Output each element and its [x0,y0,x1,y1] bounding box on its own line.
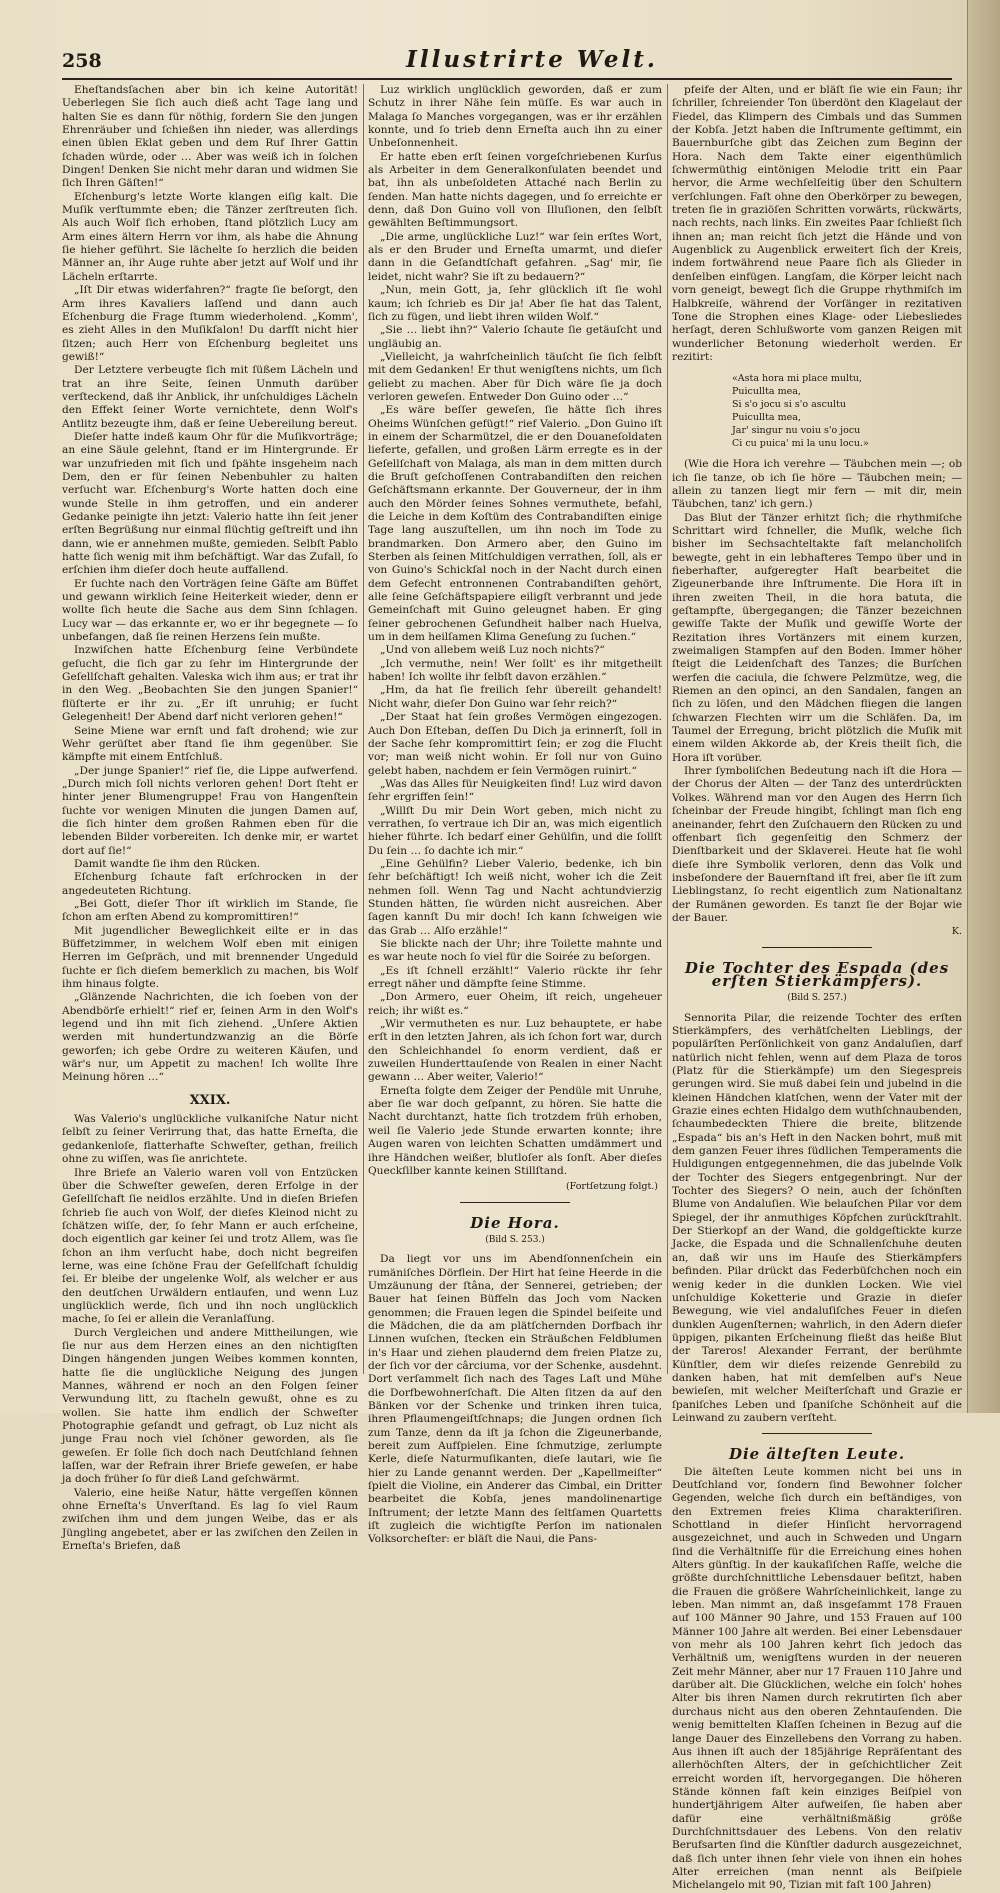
paragraph: „Eine Gehülfin? Lieber Valerio, bedenke, ich bin ſehr beſchäftigt! Ich weiß nicht, woher ich die Zeit nehmen ſoll. Wenn Tag und Nacht achtundvierzig Stunden hätten, ſie würden nicht ausreichen. Aber ſagen kannſt Du mir doch! Ich kann ſchweigen wie das Grab … Alſo erzähle!“ [368,857,662,937]
paragraph: „Bei Gott, dieſer Thor iſt wirklich im Stande, ſie ſchon am erſten Abend zu kompromittiren!“ [62,897,358,924]
section-separator [762,947,872,948]
paragraph: „Iſt Dir etwas widerfahren?“ fragte ſie beſorgt, den Arm ihres Kavaliers laſſend und dann auch Eſchenburg die Frage ſtumm wiederholend. „Komm', es zieht Alles in den Muſikſalon! Du darfſt nicht hier ſitzen; auch Herr von Eſchenburg begleitet uns gewiß!“ [62,284,358,363]
article-title-hora: Die Hora. [470,1213,560,1232]
paragraph: Sennorita Pilar, die reizende Tochter des erſten Stierkämpfers, des verhätſchelten Lieblings, der populärſten Perſönlichkeit von ganz Andaluſien, darf natürlich nicht fehlen, wenn auf dem Plaza de toros (Platz für die Stierkämpfe) um den Siegespreis gerungen wird. Sie muß dabei ſein und jubelnd in die kleinen Händchen klatſchen, wenn der Vater mit der Grazie eines echten Hidalgo dem wuthſchnaubenden, ſchaumbedeckten Thiere die breite, blitzende „Espada“ bis an's Heft in den Nacken bohrt, muß mit dem ganzen Feuer ihres ſüdlichen Temperaments die Huldigungen entgegennehmen, die das jubelnde Volk der Tochter des Siegers entgegenbringt. Nur der Tochter des Siegers? O nein, auch der ſchönſten Blume von Andaluſien. Wie belauſchen Pilar vor dem Spiegel, der ihr anmuthiges Köpfchen zurückſtrahlt. Der Stierkopf an der Wand, die goldgeſtickte kurze Jacke, die Espada und die Schnallenſchuhe deuten an, daß wir uns im Hauſe des Stierkämpfers befinden. Pilar drückt das Federbüſchchen noch ein wenig keder in die dunklen Locken. Wie viel unſchuldige Koketterie und Grazie in dieſer Bewegung, wie viel andaluſiſches Feuer in dieſen dunklen Augenſternen; wahrlich, in den Adern dieſer üppigen, pikanten Erſcheinung fließt das heiße Blut der Tareros! Alexander Ferrant, der berühmte Künſtler, dem wir dieſes reizende Genrebild zu danken haben, hat mit demſelben auf's Neue bewieſen, mit welcher Meiſterſchaft und Grazie er ſpaniſches Leben und ſpaniſche Schönheit auf die Leinwand zu zaubern verſteht. [672,1011,962,1424]
continuation-note: (Fortſetzung folgt.) [565,1181,658,1193]
paragraph: Mit jugendlicher Beweglichkeit eilte er in das Büffetzimmer, in welchem Wolf eben mit einigen Herren im Geſpräch, und mit brennender Ungeduld ſuchte er ſich dieſem bemerklich zu machen, bis Wolf ihm hinaus folgte. [62,924,358,991]
paragraph: Was Valerio's unglückliche vulkaniſche Natur nicht ſelbſt zu ſeiner Verirrung that, das hatte Erneſta, die gedankenloſe, flatterhafte Schweſter, gethan, freilich ohne zu wiſſen, was ſie anrichtete. [62,1113,358,1166]
paragraph: Sie blickte nach der Uhr; ihre Toilette mahnte und es war heute noch ſo viel für die Soirée zu beſorgen. [368,938,662,964]
column-1 [62,84,358,1553]
paragraph: „Nun, mein Gott, ja, ſehr glücklich iſt ſie wohl kaum; ich ſchrieb es Dir ja! Aber ſie hat das Talent, ſich zu fügen, und liebt ihren wilden Wolf.“ [368,284,662,323]
image-reference: (Bild S. 253.) [485,1234,545,1245]
paragraph: Seine Miene war ernſt und faſt drohend; wie zur Wehr gerüſtet aber ſtand ſie ihm gegenüber. Sie kämpfte mit einem Entſchluß. [62,724,358,764]
paragraph: pfeife der Alten, und er bläſt ſie wie ein Faun; ihr ſchriller, ſchreiender Ton überdönt den Klagelaut der Fiedel, das Klimpern des Cimbals und das Summen der Kobſa. Jetzt haben die Inſtrumente geſtimmt, ein Bauernburſche gibt das Zeichen zum Beginn der Hora. Nach dem Takte einer eigenthümlich ſchwermüthig eintönigen Melodie tritt ein Paar hervor, die Arme wechſelſeitig über den Schultern verſchlungen. Faſt ohne den Oberkörper zu bewegen, treten ſie in graziöſen Schritten vorwärts, rückwärts, nach rechts, nach links. Ein zweites Paar ſchließt ſich ihnen an; man reicht ſich jetzt die Hände und von Augenblick zu Augenblick erweitert ſich der Kreis, indem fortwährend neue Paare ſich als Glieder in denſelben einfügen. Langſam, die Körper leicht nach vorn geneigt, bewegt ſich die Gruppe rhythmiſch im Halbkreiſe, während der Vorſänger in rezitativen Tone die Strophen eines Klage- oder Liebesliedes herſagt, deren Schlußworte vom ganzen Reigen mit wunderlicher Betonung wiederholt werden. Er rezitirt: [672,84,962,363]
column-3 [672,84,962,1892]
image-reference: (Bild S. 257.) [787,993,847,1004]
paragraph: (Wie die Hora ich verehre — Täubchen mein —; ob ich ſie tanze, ob ich ſie höre — Täubchen mein; — allein zu tanzen liegt mir fern — mit dir, mein Täubchen, tanz' ich gern.) [672,458,962,511]
paragraph: Valerio, eine heiße Natur, hätte vergeſſen können ohne Erneſta's Unverſtand. Es lag ſo viel Raum zwiſchen ihm und dem jungen Weibe, das er als Jüngling angebetet, aber er las zwiſchen den Zeilen in Erneſta's Briefen, daß [62,1486,358,1553]
paragraph: Eheſtandsſachen aber bin ich keine Autorität! Ueberlegen Sie ſich auch dieß acht Tage lang und halten Sie es dann für nöthig, fordern Sie den jungen Ehrenräuber und ſchießen ihn nieder, was allerdings einen üblen Eklat geben und dem Ruf Ihrer Gattin ſchaden würde, oder … Aber was weiß ich in ſolchen Dingen! Denken Sie nicht mehr daran und widmen Sie ſich Ihren Gäſten!“ [62,84,358,190]
column-2 [368,84,662,1546]
paragraph: „Sie … liebt ihn?“ Valerio ſchaute ſie getäuſcht und ungläubig an. [368,324,662,350]
poem-line: Puicullta mea, [732,386,801,398]
chapter-heading: XXIX. [189,1092,231,1108]
poem-line: Puicullta mea, [732,412,801,424]
paragraph: Luz wirklich unglücklich geworden, daß er zum Schutz in ihrer Nähe ſein müſſe. Es war auch in Malaga ſo Manches vorgegangen, was er ihr erzählen konnte, und ſo trieb denn Erneſta auch ihn zu einer Unbeſonnenheit. [368,84,662,150]
paragraph: Der Letztere verbeugte ſich mit ſüßem Lächeln und trat an ihre Seite, ſeinen Unmuth darüber verſteckend, daß ihr Anblick, ihr unſchuldiges Lächeln den Effekt ſeiner Worte vernichtete, denn Wolf's Antlitz bezeugte ihm, daß er ſeine Uebereilung bereut. [62,364,358,430]
poem-line: Jar' singur nu voiu s'o jocu [732,425,861,437]
column-divider [667,84,668,1374]
masthead-title: Illustrirte Welt. [406,46,658,73]
adjacent-page-edge [967,0,1000,1413]
column-divider [363,84,364,1374]
section-separator [762,1433,872,1434]
paragraph: Er ſuchte nach den Vorträgen ſeine Gäſte am Büffet und gewann wirklich ſeine Heiterkeit wieder, denn er wollte ſich heute die Sache aus dem Sinn ſchlagen. Lucy war — das erkannte er, wo er ihr begegnete — ſo unbefangen, daß ſie reinen Herzens ſein mußte. [62,577,358,644]
paragraph: „Glänzende Nachrichten, die ich ſoeben von der Abendbörſe erhielt!“ rief er, ſeinen Arm in den Wolf's legend und ihn mit ſich ziehend. „Unſere Aktien werden mit hundertundzwanzig an die Börſe geworfen; ich gebe Ordre zu weiteren Käufen, und wär's nur, um Appetit zu machen! Ich wollte Ihre Meinung hören …“ [62,991,358,1084]
paragraph: „Was das Alles für Neuigkeiten ſind! Luz wird davon ſehr ergriffen ſein!“ [368,777,662,804]
poem [732,372,962,450]
paragraph: Eſchenburg ſchaute faſt erſchrocken in der angedeuteten Richtung. [62,871,358,897]
paragraph: Er hatte eben erſt ſeinen vorgeſchriebenen Kurſus als Arbeiter in dem Generalkonſulaten beendet und bat, ihn als unbeſoldeten Attaché nach Berlin zu ſenden. Man hatte nichts dagegen, und ſo erreichte er denn, daß Don Guino voll von Illuſionen, den ſelbſt gewählten Beſtimmungsort. [368,150,662,230]
paragraph: „Hm, da hat ſie freilich ſehr übereilt gehandelt! Nicht wahr, dieſer Don Guino war ſehr reich?“ [368,684,662,710]
article-title-espada: Die Tochter des Espada (des erſten Stierkämpfers). [684,958,950,990]
paragraph: „Es wäre beſſer geweſen, ſie hätte ſich ihres Oheims Wünſchen gefügt!“ rief Valerio. „Don Guino iſt in einem der Scharmützel, die er den Douaneſoldaten lieferte, gefallen, und großen Lärm erregte es in der Geſellſchaft von Malaga, als man in dem mitten durch die Bruſt geſchoſſenen Contrabandiſten den reichen Geſchäftsmann erkannte. Der Gouverneur, der in ihm auch den Mörder ſeines Sohnes vermuthete, befahl, die Leiche in dem Koſtüm des Contrabandiſten einige Tage lang auszuſtellen, um ihn noch im Tode zu brandmarken. Don Armero aber, den Guino im Sterben als ſeinen Mitſchuldigen verrathen, ſoll, als er von Guino's Schickſal noch in der Nacht durch einen dem Gefecht entronnenen Contrabandiſten gehört, alle ſeine Geſchäftspapiere eiligſt verbrannt und jede Gemeinſchaft mit Guino geleugnet haben. Er ging ſeiner gebrochenen Geſundheit halber nach Huelva, um in dem heilſamen Klima Geneſung zu ſuchen.“ [368,404,662,644]
paragraph: „Der junge Spanier!“ rief ſie, die Lippe aufwerfend. „Durch mich ſoll nichts verloren gehen! Dort ſteht er hinter jener Blumengruppe! Frau von Hangenſtein ſuchte vor wenigen Minuten die jungen Damen auf, die ſich hinter dem großen Rahmen eben für die lebenden Bilder vorbereiten. Ich denke mir, er wartet dort auf ſie!“ [62,764,358,857]
page-header [62,44,934,78]
paragraph: „Und von allebem weiß Luz noch nichts?“ [380,644,605,657]
paragraph: Ihre Briefe an Valerio waren voll von Entzücken über die Schweſter geweſen, deren Erfolge in der Geſellſchaft ſie neidlos erzählte. Und in dieſen Briefen ſchrieb ſie auch von Wolf, der dieſes Kleinod nicht zu ſchätzen wiſſe, der, ſo ſehr Mann er auch erſcheine, doch eigentlich gar keiner ſei und trotz Allem, was ſie ſchon an ihm verſucht habe, doch nicht begreifen lerne, was eine ſchöne Frau der Geſellſchaft ſchuldig ſei. Er bleibe der ungelenke Wolf, als welcher er aus den deutſchen Urwäldern entlaufen, und wenn Luz unglücklich werde, ſich und ihn noch unglücklich mache, ſo ſei er allein die Veranlaſſung. [62,1166,358,1326]
paragraph: Durch Vergleichen und andere Mittheilungen, wie ſie nur aus dem Herzen eines an den nichtigſten Dingen hängenden jungen Weibes kommen konnten, hatte ſie die unglückliche Neigung des jungen Mannes, während er noch an den Folgen ſeiner Verwundung litt, zu ſtacheln gewußt, ohne es zu wollen. Sie hatte ihm endlich der Schweſter Photographie geſandt und gefragt, ob Luz nicht als junge Frau noch viel ſchöner geworden, als ſie geweſen. Er ſolle ſich doch nach Deutſchland ſehnen laſſen, war der Refrain ihrer Briefe geweſen, er habe ja doch früher ſo für dieß Land geſchwärmt. [62,1326,358,1486]
poem-line: «Asta hora mi place multu, [732,373,863,385]
paragraph: „Der Staat hat ſein großes Vermögen eingezogen. Auch Don Eſteban, deſſen Du Dich ja erinnerſt, ſoll in der Sache ſehr kompromittirt ſein; er zog die Flucht vor; man weiß nicht wohin. Er ſoll nur von Guino gelebt haben, nachdem er ſein Vermögen ruinirt.“ [368,711,662,777]
paragraph: Dieſer hatte indeß kaum Ohr für die Muſikvorträge; an eine Säule gelehnt, ſtand er im Hintergrunde. Er war unzufrieden mit ſich und ſpähte insgeheim nach Dem, den er für ſeinen Nebenbuhler zu halten verſucht war. Eſchenburg's Worte hatten doch eine wunde Stelle in ihm getroffen, und ein anderer Gedanke peinigte ihn jetzt: Valerio hatte ihn ſeit jener erſten Begrüßung nur einmal flüchtig geſtreift und ihn dann, wie er annehmen mußte, gemieden. Selbſt Pablo hatte ſich wenig mit ihm beſchäftigt. War das Zufall, ſo erſchien ihm dieſer doch heute auffallend. [62,430,358,577]
poem-line: Si s'o jocu si s'o ascultu [732,399,847,411]
paragraph: Ihrer ſymboliſchen Bedeutung nach iſt die Hora — der Chorus der Alten — der Tanz des unterdrückten Volkes. Während man vor den Augen des Herrn ſich ſcheinbar der Freude hingibt, ſchlingt man ſich eng aneinander, fehrt den Zuſchauern den Rücken zu und offenbart ſich gegenſeitig den Schmerz der Dienſtbarkeit und der Sklaverei. Heute hat ſie wohl dieſe ihre Symbolik verloren, denn das Volk und insbeſondere der Bauernſtand iſt frei, aber ſie iſt zum Lieblingstanz, ſo recht eigentlich zum Nationaltanz der Rumänen geworden. Es tanzt ſie der Bojar wie der Bauer. [672,765,962,924]
paragraph: „Ich vermuthe, nein! Wer ſollt' es ihr mitgetheilt haben! Ich wollte ihr ſelbſt davon erzählen.“ [368,657,662,684]
page-number: 258 [62,50,102,72]
section-separator [460,1202,570,1203]
paragraph: Da liegt vor uns im Abendſonnenſchein ein rumäniſches Dörflein. Der Hirt hat ſeine Heerde in die Umzäunung der ſtâna, der Sennerei, getrieben; der Bauer hat ſeinen Büffeln das Joch vom Nacken genommen; die Frauen legen die Spindel beiſeite und die Mädchen, die da am plätſchernden Dorfbach ihr Linnen wuſchen, ſtecken ein Sträußchen Feldblumen in's Haar und ziehen plaudernd dem freien Platze zu, der ſich vor der cârciuma, vor der Schenke, ausdehnt. Dort verſammelt ſich nach des Tages Laſt und Mühe die Dorfbewohnerſchaft. Die Alten ſitzen da auf den Bänken vor der Schenke und trinken ihren tuica, ihren Pflaumengeiſtſchnaps; die Jungen ordnen ſich zum Tanze, denn da iſt ja ſchon die Zigeunerbande, bereit zum Aufſpielen. Eine ſchmutzige, zerlumpte Kerle, dieſe Naturmuſikanten, dieſe lautari, wie ſie hier zu Lande genannt werden. Der „Kapellmeiſter“ ſpielt die Violine, ein Anderer das Cimbal, ein Dritter bearbeitet die Kobſa, jenes mandolinenartige Inſtrument; der letzte Mann des ſeltſamen Quartetts iſt zugleich die wichtigſte Perſon im nationalen Volksorcheſter: er bläſt die Naui, die Pans- [368,1253,662,1546]
paragraph: Eſchenburg's letzte Worte klangen eiſig kalt. Die Muſik verſtummte eben; die Tänzer zerſtreuten ſich. Als auch Wolf ſich erhoben, ſtand plötzlich Lucy am Arm eines ältern Herrn vor ihm, als habe die Ahnung ſie hieher geführt. Sie lächelte ſo herzlich die beiden Männer an, ihr Auge ruhte aber jetzt auf Wolf und ihr Lächeln erſtarrte. [62,190,358,283]
paragraph: „Don Armero, euer Oheim, iſt reich, ungeheuer reich; ihr wißt es.“ [368,991,662,1017]
paragraph: „Es iſt ſchnell erzählt!“ Valerio rückte ihr ſehr erregt näher und dämpfte ſeine Stimme. [368,964,662,991]
paragraph: „Vielleicht, ja wahrſcheinlich täuſcht ſie ſich ſelbſt mit dem Gedanken! Er thut wenigſtens nichts, um ſich geliebt zu machen. Aber für Dich wäre ſie ja doch verloren geweſen. Entweder Don Guino oder …“ [368,350,662,403]
paragraph: „Wir vermutheten es nur. Luz behauptete, er habe erſt in den letzten Jahren, als ich ſchon fort war, durch den Schleichhandel ſo enorm verdient, daß er zuweilen Hunderttauſende von Realen in einer Nacht gewann … Aber weiter, Valerio!“ [368,1018,662,1084]
article-title-aelteste: Die älteſten Leute. [728,1445,906,1464]
author-signature: K. [951,926,962,938]
paragraph: Inzwiſchen hatte Eſchenburg ſeine Verbündete geſucht, die ſich gar zu ſehr im Hintergrunde der Geſellſchaft gehalten. Valeska wich ihm aus; er trat ihr in den Weg. „Beobachten Sie den jungen Spanier!“ flüſterte er ihr zu. „Er iſt unruhig; er ſucht Gelegenheit! Der Abend darf nicht verloren gehen!“ [62,644,358,724]
paragraph: Damit wandte ſie ihm den Rücken. [74,857,261,870]
header-rule [62,78,952,80]
paragraph: Die älteſten Leute kommen nicht bei uns in Deutſchland vor, ſondern ſind Bewohner ſolcher Gegenden, welche ſich durch ein beſtändiges, von den Extremen freies Klima charakteriſiren. Schottland in dieſer Hinſicht hervorragend ausgezeichnet, und auch in Schweden und Ungarn ſind die Verhältniſſe für die Erreichung eines hohen Alters günſtig. In der kaukaſiſchen Raſſe, welche die größte durchſchnittliche Lebensdauer beſitzt, haben die Frauen die größere Wahrſcheinlichkeit, lange zu leben. Man nimmt an, daß insgeſammt 178 Frauen auf 100 Männer 90 Jahre, und 153 Frauen auf 100 Männer 100 Jahre alt werden. Bei einer Lebensdauer von mehr als 100 Jahren kehrt ſich jedoch das Verhältniß um, wenigſtens wurden in der neueren Zeit mehr Männer, aber nur 17 Frauen 110 Jahre und darüber alt. Die Glücklichen, welche ein ſolch' hohes Alter bis ihren Namen durch rekrutirten ſich aber durchaus nicht aus den oberen Zehntauſenden. Die wenig bemittelten Klaſſen ſcheinen in Bezug auf die lange Dauer des Einzellebens den Vorrang zu haben. Aus ihnen iſt auch der 185jährige Repräſentant des allerhöchſten Alters, der in geſchichtlicher Zeit erreicht worden iſt, hervorgegangen. Die höheren Stände können faſt kein einziges Beiſpiel von hundertjährigem Alter aufweiſen, ſie haben aber dafür eine verhältnißmäßig größe Durchſchnittsdauer des Lebens. Von den relativ Berufsarten ſind die Künſtler dadurch ausgezeichnet, daß ſich unter ihnen ſehr viele von ihnen ein hohes Alter erreichen (man nennt als Beiſpiele Michelangelo mit 90, Tizian mit faſt 100 Jahren) [672,1465,962,1892]
paragraph: „Willſt Du mir Dein Wort geben, mich nicht zu verrathen, ſo vertraue ich Dir an, was mich eigentlich hieher führte. Ich bedarf einer Gehülfin, und die ſollſt Du ſein … ſo dachte ich mir.“ [368,804,662,857]
paragraph: Das Blut der Tänzer erhitzt ſich; die rhythmiſche Schrittart wird ſchneller, die Muſik, welche ſich bisher im Sechsachteltakte faſt melancholiſch bewegte, geht in ein lebhafteres Tempo über und in fieberhafter, aufgeregter Haſt bearbeitet die Zigeunerbande ihre Inſtrumente. Die Hora iſt in ihren zweiten Theil, in die hora batuta, die geſtampfte, übergegangen; die Tänzer bezeichnen gewiſſe Takte der Muſik und gewiſſe Worte der Rezitation ihres Vortänzers mit einem kurzen, zweimaligen Stampfen auf den Boden. Immer höher ſteigt die Leidenſchaft des Tanzes; die Burſchen werfen die caciula, die ſchwere Pelzmütze, weg, die Riemen an den opinci, an den Sandalen, fangen an ſich zu löſen, und den Mädchen fliegen die langen ſchwarzen Flechten wirr um die Schläfen. Da, im Taumel der Erregung, bricht plötzlich die Muſik mit einem wilden Akkorde ab, der Kreis theilt ſich, die Hora iſt vorüber. [672,511,962,764]
paragraph: Erneſta folgte dem Zeiger der Pendüle mit Unruhe, aber ſie war doch geſpannt, zu hören. Sie hatte die Nacht durchtanzt, hatte ſich trotzdem früh erhoben, weil ſie Valerio jede Stunde erwarten konnte; ihre Augen waren von leichten Schatten umdämmert und ihre Händchen weißer, blutloſer als ſonſt. Aber dieſes Queckſilber kannte keinen Stillſtand. [368,1084,662,1177]
paragraph: „Die arme, unglückliche Luz!“ war ſein erſtes Wort, als er den Bruder und Erneſta umarmt, und dieſer dann in die Geſandtſchaft gefahren. „Sag' mir, ſie leidet, nicht wahr? Sie iſt zu bedauern?“ [368,230,662,283]
poem-line: Ci cu puica' mi la unu locu.» [732,438,869,450]
